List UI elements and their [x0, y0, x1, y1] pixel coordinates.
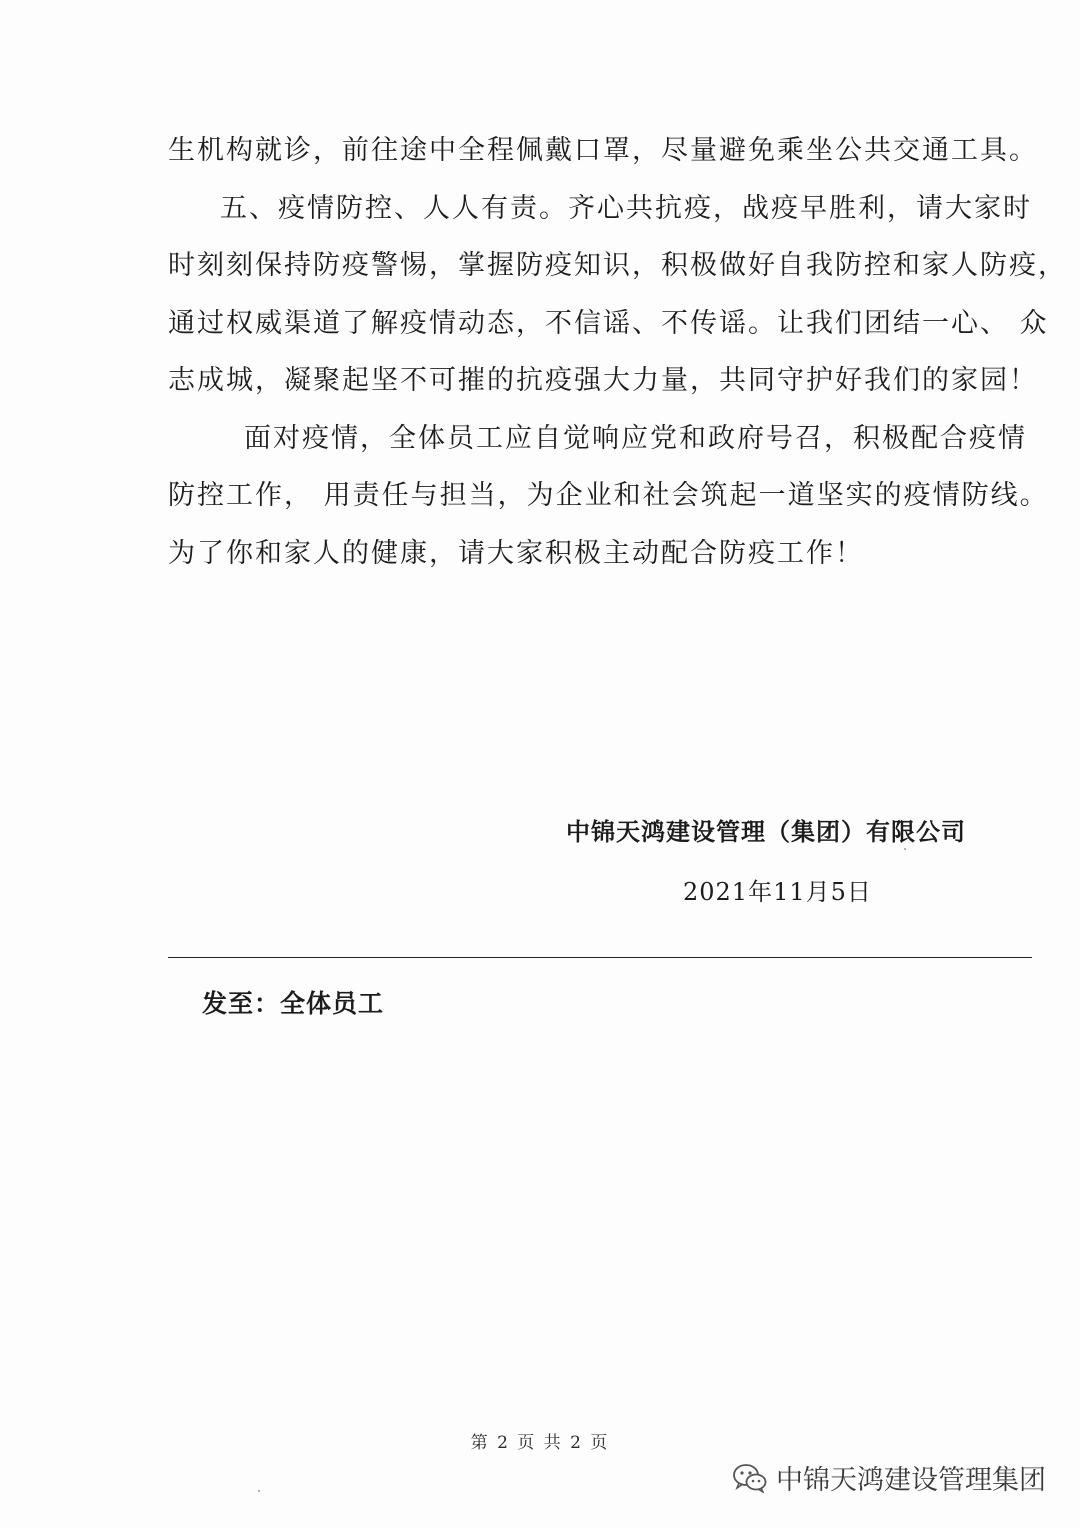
body-line: 通过权威渠道了解疫情动态，不信谣、不传谣。让我们团结一心、 众 [168, 307, 1049, 339]
divider-line [168, 957, 1032, 958]
signature-date: 2021年11月5日 [683, 878, 872, 906]
body-line: 为了你和家人的健康，请大家积极主动配合防疫工作！ [168, 537, 864, 569]
body-line: 时刻刻保持防疫警惕，掌握防疫知识，积极做好自我防控和家人防疫， [168, 250, 1067, 281]
body-line: 生机构就诊，前往途中全程佩戴口罩，尽量避免乘坐公共交通工具。 [168, 135, 1038, 166]
distribution-recipients: 发至：全体员工 [202, 989, 385, 1018]
scan-speck [258, 1490, 260, 1492]
body-line: 志成城，凝聚起坚不可摧的抗疫强大力量，共同守护好我们的家园！ [168, 365, 1038, 396]
wechat-icon [732, 1463, 768, 1493]
document-body [168, 122, 1067, 582]
account-watermark [732, 1458, 1046, 1497]
signature-organization: 中锦天鸿建设管理（集团）有限公司 [566, 817, 966, 846]
account-name: 中锦天鸿建设管理集团 [776, 1465, 1046, 1496]
body-line: 面对疫情，全体员工应自觉响应党和政府号召，积极配合疫情 [244, 422, 1027, 454]
body-line: 五、疫情防控、人人有责。齐心共抗疫，战疫早胜利，请大家时 [220, 192, 1032, 224]
scan-speck [904, 848, 906, 850]
body-line: 防控工作， 用责任与担当，为企业和社会筑起一道坚实的疫情防线。 [168, 480, 1049, 511]
page-number: 第 2 页 共 2 页 [470, 1433, 610, 1453]
